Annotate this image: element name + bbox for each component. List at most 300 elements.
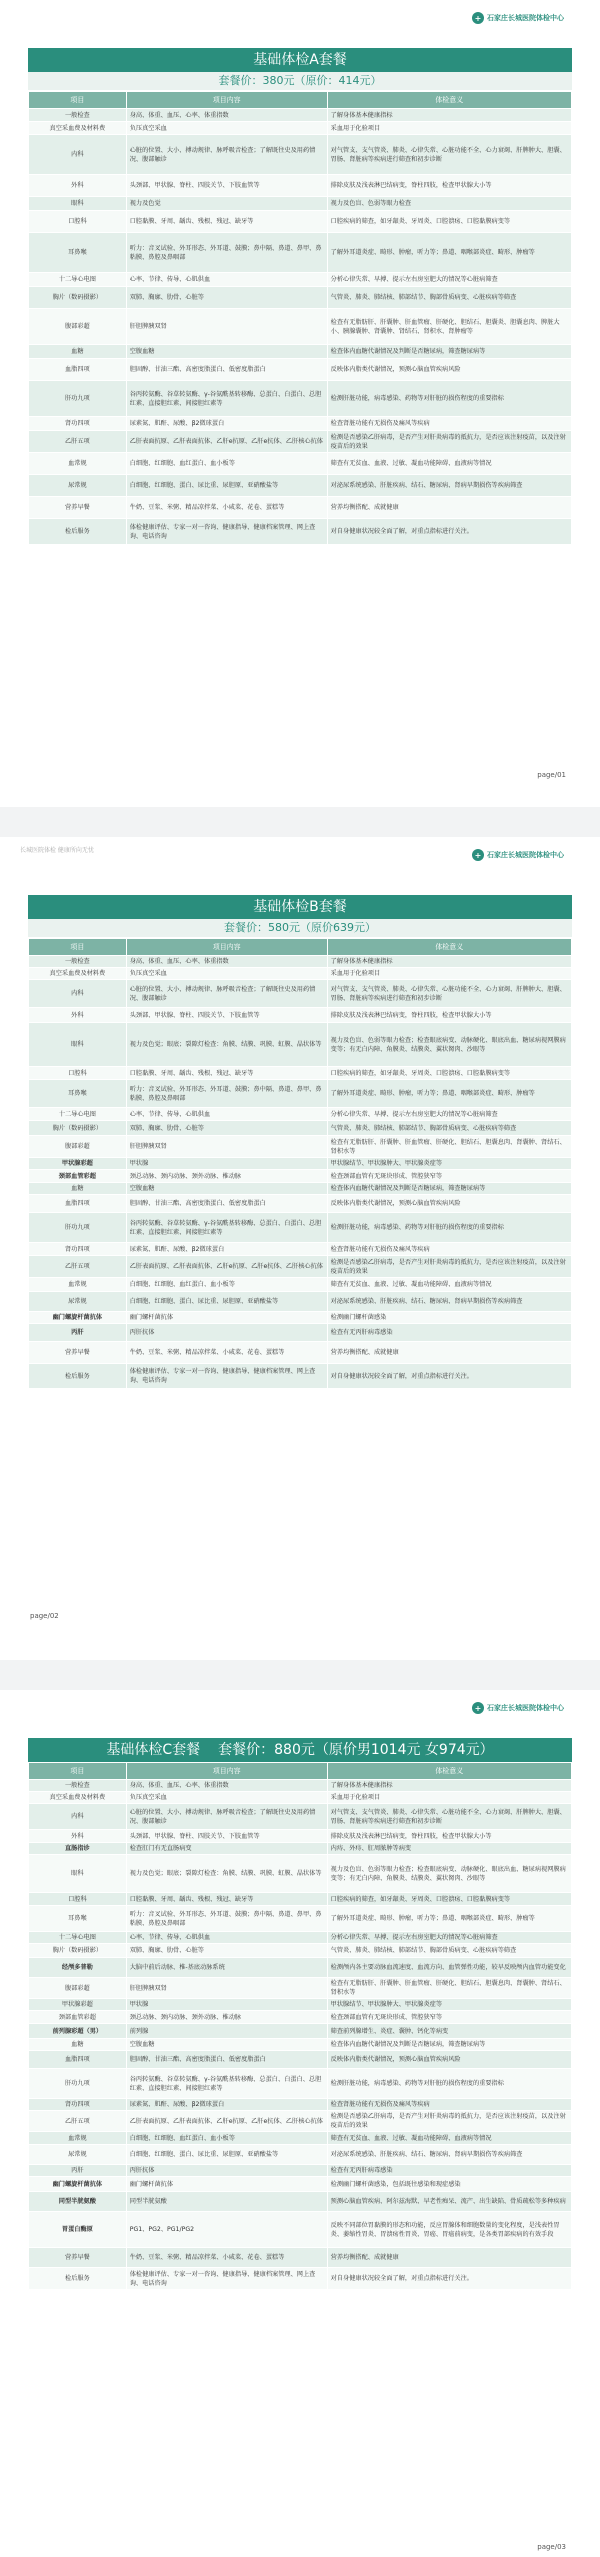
- item-meaning: 检查有无丙肝病毒感染: [327, 2165, 571, 2177]
- item-name: 甲状腺彩超: [29, 1999, 127, 2011]
- table-row: [29, 2248, 572, 2268]
- table-row: [29, 497, 572, 519]
- table-row: [29, 1121, 572, 1136]
- item-name: 外科: [29, 1008, 127, 1023]
- table-header-row: [29, 939, 572, 956]
- item-meaning: 检测幽门螺杆菌感染: [327, 1312, 571, 1324]
- table-row: [29, 1213, 572, 1243]
- item-meaning: 反映体内脂类代谢情况，预测心脑血管疾病风险: [327, 1195, 571, 1213]
- item-meaning: 内痔、外痔、肛周脓肿等病变: [327, 1843, 571, 1855]
- item-name: 眼科: [29, 197, 127, 211]
- package-title-bar: [28, 1738, 572, 1762]
- item-meaning: 对气管支、支气管炎、肺炎、心律失常、心脏功能不全、心力衰竭、肝脾肿大、胆囊、胃肠、肾脏病等疾病进行筛查和初步诊断: [327, 980, 571, 1008]
- page-2: [0, 837, 600, 1660]
- item-name: 肾功四项: [29, 2099, 127, 2111]
- item-name: 真空采血费及材料费: [29, 122, 127, 135]
- item-name: 血脂四项: [29, 359, 127, 381]
- table-row: [29, 1843, 572, 1855]
- column-header: 体检意义: [327, 939, 571, 956]
- item-name: 眼科: [29, 1023, 127, 1067]
- item-name: 营养早餐: [29, 1342, 127, 1364]
- item-content: 胆固醇、甘油三酯、高密度脂蛋白、低密度脂蛋白: [126, 2051, 327, 2069]
- item-meaning: 检查颈部血管有无斑块形成、管腔狭窄等: [327, 1170, 571, 1183]
- item-name: 耳鼻喉: [29, 1906, 127, 1932]
- item-meaning: 检测肝脏功能，病毒感染、药物等对肝脏的损伤程度的重要指标: [327, 1213, 571, 1243]
- table-header-row: [29, 92, 572, 109]
- item-name: 直肠指诊: [29, 1843, 127, 1855]
- table-row: [29, 1023, 572, 1067]
- package-title: 基础体检C套餐: [106, 1742, 201, 1758]
- corner-text: 长城医院体检 健康所向无忧: [20, 847, 94, 854]
- item-name: 外科: [29, 175, 127, 197]
- page-number: page/03: [537, 2543, 566, 2551]
- table-row: [29, 359, 572, 381]
- item-content: 心率、节律、传导、心肌供血: [126, 1108, 327, 1121]
- item-name: 耳鼻喉: [29, 1080, 127, 1108]
- item-meaning: 检测颅内各主要动脉血流速度、血流方向、血管弹性功能，较早反映颅内血管功能变化: [327, 1958, 571, 1978]
- top-spacer: [0, 1690, 600, 1738]
- table-row: [29, 2024, 572, 2039]
- table-row: [29, 1932, 572, 1944]
- table-row: [29, 417, 572, 431]
- item-content: 肝胆脾胰双肾: [126, 309, 327, 345]
- item-name: 十二导心电图: [29, 1108, 127, 1121]
- table-row: [29, 1906, 572, 1932]
- page-number: page/02: [30, 1612, 59, 1620]
- item-content: 幽门螺杆菌抗体: [126, 1312, 327, 1324]
- item-name: 尿常规: [29, 2145, 127, 2165]
- table-row: [29, 2177, 572, 2192]
- item-content: PG1、PG2、PG1/PG2: [126, 2212, 327, 2248]
- item-meaning: 对自身健康状况较全面了解，对重点指标进行关注。: [327, 2268, 571, 2290]
- item-content: 颈总动脉、颈内动脉、颈外动脉、椎动脉: [126, 2011, 327, 2024]
- item-meaning: 筛查前列腺增生、炎症、囊肿、钙化等病变: [327, 2024, 571, 2039]
- column-header: 项目内容: [126, 1763, 327, 1780]
- item-content: 视力及色觉；眼底；裂隙灯检查：角膜、结膜、巩膜、虹膜、晶状体等: [126, 1023, 327, 1067]
- table-row: [29, 1136, 572, 1158]
- item-content: 牛奶、豆浆、米粥、精品凉拌菜、小咸菜、花卷、蛋糕等: [126, 497, 327, 519]
- item-name: 一般检查: [29, 956, 127, 968]
- page-3: [0, 1690, 600, 2557]
- item-meaning: 反映体内脂类代谢情况，预测心脑血管疾病风险: [327, 359, 571, 381]
- logo: [472, 12, 564, 24]
- package-price: 套餐价：380元（原价：414元）: [28, 72, 572, 91]
- table-row: [29, 1855, 572, 1893]
- table-row: [29, 2192, 572, 2212]
- item-content: 丙肝抗体: [126, 1324, 327, 1342]
- item-meaning: 口腔疾病的筛查，如牙龈炎、牙周炎、口腔溃疡、口腔黏膜病变等: [327, 1893, 571, 1906]
- item-content: 同型半胱氨酸: [126, 2192, 327, 2212]
- item-meaning: 分析心律失常、早搏、提示左右房室肥大的情况等心脏病筛查: [327, 1108, 571, 1121]
- table-row: [29, 309, 572, 345]
- item-content: 甲状腺: [126, 1158, 327, 1170]
- table-row: [29, 1324, 572, 1342]
- item-content: 听力：音叉试验、外耳形态、外耳道、鼓膜；鼻中隔、鼻道、鼻甲、鼻粘膜、鼻腔及鼻咽部: [126, 233, 327, 273]
- table-row: [29, 1183, 572, 1195]
- item-meaning: 检测幽门螺杆菌感染，包括既往感染和现症感染: [327, 2177, 571, 2192]
- item-content: 白细胞、红细胞、血红蛋白、血小板等: [126, 453, 327, 475]
- item-meaning: 采血用于化验项目: [327, 968, 571, 980]
- package-title: 基础体检A套餐: [253, 52, 347, 68]
- item-meaning: 检测是否感染乙肝病毒，是否产生对肝炎病毒的抵抗力，是否应该注射疫苗，以及注射疫苗后的效果: [327, 2111, 571, 2132]
- package-price: 套餐价：880元（原价男1014元 女974元）: [218, 1742, 494, 1758]
- item-name: 乙肝五项: [29, 1256, 127, 1278]
- table-row: [29, 2165, 572, 2177]
- item-name: 十二导心电图: [29, 273, 127, 287]
- item-name: 乙肝五项: [29, 2111, 127, 2132]
- logo-name: 石家庄长城医院体检中心: [487, 1704, 564, 1712]
- item-content: 心率、节律、传导、心肌供血: [126, 273, 327, 287]
- table-row: [29, 1780, 572, 1792]
- table-row: [29, 287, 572, 309]
- item-content: 甲状腺: [126, 1999, 327, 2011]
- item-content: 颈总动脉、颈内动脉、颈外动脉、椎动脉: [126, 1170, 327, 1183]
- item-content: 乙肝表面抗原、乙肝表面抗体、乙肝e抗原、乙肝e抗体、乙肝核心抗体: [126, 2111, 327, 2132]
- item-meaning: 了解外耳道炎症、畸形、肿瘤，听力等；鼻道、咽喉部炎症、畸形、肿瘤等: [327, 1906, 571, 1932]
- table-row: [29, 1893, 572, 1906]
- item-content: 双肺、胸廓、肋骨、心脏等: [126, 287, 327, 309]
- package-table: [28, 1762, 572, 2290]
- table-row: [29, 2145, 572, 2165]
- item-content: 谷丙转氨酶、谷草转氨酶、γ-谷氨酰基转移酶、总蛋白、白蛋白、总胆红素、直接胆红素、间接胆红素等: [126, 381, 327, 417]
- item-name: 肾功四项: [29, 1243, 127, 1256]
- table-row: [29, 2069, 572, 2099]
- item-meaning: 检查体内血糖代谢情况及判断是否糖尿病，筛查糖尿病等: [327, 1183, 571, 1195]
- item-meaning: 对气管支、支气管炎、肺炎、心律失常、心脏功能不全、心力衰竭、肝脾肿大、胆囊、胃肠、肾脏病等疾病进行筛查和初步诊断: [327, 135, 571, 175]
- item-content: 尿素氮、肌酐、尿酸、β2微球蛋白: [126, 1243, 327, 1256]
- item-meaning: 了解外耳道炎症、畸形、肿瘤，听力等；鼻道、咽喉部炎症、畸形、肿瘤等: [327, 233, 571, 273]
- table-row: [29, 2051, 572, 2069]
- table-row: [29, 122, 572, 135]
- item-name: 丙肝: [29, 1324, 127, 1342]
- package-title-bar: [28, 48, 572, 72]
- hospital-cross-icon: +: [472, 849, 484, 861]
- item-name: 同型半胱氨酸: [29, 2192, 127, 2212]
- table-row: [29, 1243, 572, 1256]
- page-gap: [0, 807, 600, 837]
- item-name: 血脂四项: [29, 1195, 127, 1213]
- item-content: 头颈部、甲状腺、脊柱、四肢关节、下肢血管等: [126, 1830, 327, 1843]
- item-meaning: 检查肾脏功能有无损伤及痛风等疾病: [327, 417, 571, 431]
- item-content: 空腹血糖: [126, 345, 327, 359]
- table-row: [29, 1978, 572, 1999]
- table-row: [29, 175, 572, 197]
- item-name: 口腔科: [29, 1067, 127, 1080]
- item-name: 检后服务: [29, 1364, 127, 1389]
- item-content: 肝胆脾胰双肾: [126, 1978, 327, 1999]
- item-content: 空腹血糖: [126, 2039, 327, 2051]
- item-name: 营养早餐: [29, 497, 127, 519]
- item-meaning: 反映不同部位胃黏膜的形态和功能，反应胃腺体和细胞数量的变化程度，是浅表性胃炎、萎缩性胃炎、胃溃疡性胃炎、胃癌、胃癌前病变，是各类胃部疾病的有效手段: [327, 2212, 571, 2248]
- table-row: [29, 1080, 572, 1108]
- table-row: [29, 381, 572, 417]
- item-content: 白细胞、红细胞、血红蛋白、血小板等: [126, 1278, 327, 1292]
- item-meaning: 了解外耳道炎症、畸形、肿瘤，听力等；鼻道、咽喉部炎症、畸形、肿瘤等: [327, 1080, 571, 1108]
- item-name: 胃蛋白酶原: [29, 2212, 127, 2248]
- item-content: 听力：音叉试验、外耳形态、外耳道、鼓膜；鼻中隔、鼻道、鼻甲、鼻粘膜、鼻腔及鼻咽部: [126, 1906, 327, 1932]
- item-name: 血常规: [29, 453, 127, 475]
- package-title-bar: [28, 895, 572, 919]
- table-row: [29, 2011, 572, 2024]
- item-content: 头颈部、甲状腺、脊柱、四肢关节、下肢血管等: [126, 175, 327, 197]
- item-name: 肝功九项: [29, 1213, 127, 1243]
- item-meaning: 检查肾脏功能有无损伤及痛风等疾病: [327, 1243, 571, 1256]
- item-content: 负压真空采血: [126, 968, 327, 980]
- table-row: [29, 453, 572, 475]
- item-name: 血糖: [29, 1183, 127, 1195]
- table-row: [29, 1364, 572, 1389]
- item-name: 胸片（数码摄影）: [29, 1944, 127, 1958]
- table-row: [29, 109, 572, 122]
- item-content: 双肺、胸廓、肋骨、心脏等: [126, 1944, 327, 1958]
- item-meaning: 排除皮肤及浅表淋巴结病变，脊柱四肢，检查甲状腺大小等: [327, 175, 571, 197]
- item-name: 胸片（数码摄影）: [29, 1121, 127, 1136]
- item-content: 头颈部、甲状腺、脊柱、四肢关节、下肢血管等: [126, 1008, 327, 1023]
- table-row: [29, 273, 572, 287]
- item-meaning: 检测肝脏功能，病毒感染、药物等对肝脏的损伤程度的重要指标: [327, 381, 571, 417]
- table-row: [29, 475, 572, 497]
- item-name: 检后服务: [29, 519, 127, 545]
- item-name: 内科: [29, 135, 127, 175]
- item-name: 肝功九项: [29, 381, 127, 417]
- item-name: 内科: [29, 1804, 127, 1830]
- item-content: 白细胞、红细胞、蛋白、尿比重、尿胆原、亚硝酸盐等: [126, 475, 327, 497]
- item-content: 心脏的位置、大小、搏动规律、脉呼吸音检查；了解既往史及用药情况、腹部触诊: [126, 1804, 327, 1830]
- table-row: [29, 1944, 572, 1958]
- item-meaning: 排除皮肤及浅表淋巴结病变，脊柱四肢，检查甲状腺大小等: [327, 1008, 571, 1023]
- table-row: [29, 345, 572, 359]
- item-meaning: 筛查有无贫血、血液、过敏、凝血功能障碍、血液病等情况: [327, 453, 571, 475]
- item-content: 牛奶、豆浆、米粥、精品凉拌菜、小咸菜、花卷、蛋糕等: [126, 2248, 327, 2268]
- item-name: 眼科: [29, 1855, 127, 1893]
- table-row: [29, 135, 572, 175]
- item-name: 十二导心电图: [29, 1932, 127, 1944]
- item-meaning: 分析心律失常、早搏、提示左右房室肥大的情况等心脏病筛查: [327, 1932, 571, 1944]
- item-meaning: 口腔疾病的筛查，如牙龈炎、牙周炎、口腔溃疡、口腔黏膜病变等: [327, 1067, 571, 1080]
- item-content: 牛奶、豆浆、米粥、精品凉拌菜、小咸菜、花卷、蛋糕等: [126, 1342, 327, 1364]
- item-content: 幽门螺杆菌抗体: [126, 2177, 327, 2192]
- table-row: [29, 1312, 572, 1324]
- item-name: 真空采血费及材料费: [29, 1792, 127, 1804]
- item-meaning: 筛查有无贫血、血液、过敏、凝血功能障碍、血液病等情况: [327, 1278, 571, 1292]
- item-content: 尿素氮、肌酐、尿酸、β2微球蛋白: [126, 417, 327, 431]
- page-gap: [0, 1660, 600, 1690]
- item-content: 白细胞、红细胞、血红蛋白、血小板等: [126, 2132, 327, 2145]
- item-name: 丙肝: [29, 2165, 127, 2177]
- column-header: 体检意义: [327, 1763, 571, 1780]
- table-row: [29, 1958, 572, 1978]
- logo: [472, 849, 564, 861]
- item-content: 乙肝表面抗原、乙肝表面抗体、乙肝e抗原、乙肝e抗体、乙肝核心抗体: [126, 431, 327, 453]
- item-content: 视力及色觉；眼底；裂隙灯检查：角膜、结膜、巩膜、虹膜、晶状体等: [126, 1855, 327, 1893]
- item-name: 真空采血费及材料费: [29, 968, 127, 980]
- item-name: 一般检查: [29, 1780, 127, 1792]
- item-name: 乙肝五项: [29, 431, 127, 453]
- item-meaning: 了解身体基本健康指标: [327, 1780, 571, 1792]
- item-content: 前列腺: [126, 2024, 327, 2039]
- item-meaning: 反映体内脂类代谢情况，预测心脑血管疾病风险: [327, 2051, 571, 2069]
- item-meaning: 甲状腺结节、甲状腺肿大、甲状腺炎症等: [327, 1999, 571, 2011]
- item-name: 幽门螺旋杆菌抗体: [29, 1312, 127, 1324]
- item-content: 胆固醇、甘油三酯、高密度脂蛋白、低密度脂蛋白: [126, 359, 327, 381]
- item-content: 身高、体重、血压、心率、体重指数: [126, 956, 327, 968]
- table-row: [29, 1999, 572, 2011]
- table-row: [29, 1256, 572, 1278]
- item-meaning: 气管炎、肺炎、肺结核、肺部结节、胸部骨质病变、心脏疾病等筛查: [327, 1944, 571, 1958]
- table-row: [29, 1158, 572, 1170]
- item-meaning: 对泌尿系统感染、肝脏疾病、结石、糖尿病、肾病早期损伤等疾病筛查: [327, 1292, 571, 1312]
- table-row: [29, 431, 572, 453]
- item-meaning: 口腔疾病的筛查，如牙龈炎、牙周炎、口腔溃疡、口腔黏膜病变等: [327, 211, 571, 233]
- item-meaning: 采血用于化验项目: [327, 1792, 571, 1804]
- table-row: [29, 2268, 572, 2290]
- item-name: 口腔科: [29, 1893, 127, 1906]
- item-meaning: 检测是否感染乙肝病毒，是否产生对肝炎病毒的抵抗力，是否应该注射疫苗，以及注射疫苗后的效果: [327, 1256, 571, 1278]
- item-content: 白细胞、红细胞、蛋白、尿比重、尿胆原、亚硝酸盐等: [126, 1292, 327, 1312]
- item-content: 丙肝抗体: [126, 2165, 327, 2177]
- column-header: 项目内容: [126, 939, 327, 956]
- package-table: [28, 938, 572, 1389]
- item-meaning: 分析心律失常、早搏、提示左右房室肥大的情况等心脏病筛查: [327, 273, 571, 287]
- item-meaning: 检测肝脏功能，病毒感染、药物等对肝脏的损伤程度的重要指标: [327, 2069, 571, 2099]
- item-name: 幽门螺旋杆菌抗体: [29, 2177, 127, 2192]
- item-meaning: 了解身体基本健康指标: [327, 109, 571, 122]
- table-row: [29, 2132, 572, 2145]
- item-meaning: 对自身健康状况较全面了解，对重点指标进行关注。: [327, 519, 571, 545]
- item-content: 体检健康评估、专家一对一咨询、健康指导、健康档案管理、网上查询、电话咨询: [126, 1364, 327, 1389]
- item-name: 腹部彩超: [29, 309, 127, 345]
- page-number: page/01: [537, 771, 566, 779]
- item-content: 心脏的位置、大小、搏动规律、脉呼吸音检查；了解既往史及用药情况、腹部触诊: [126, 135, 327, 175]
- item-meaning: 营养均衡搭配、成就健康: [327, 497, 571, 519]
- item-content: 空腹血糖: [126, 1183, 327, 1195]
- item-name: 耳鼻喉: [29, 233, 127, 273]
- item-content: 口腔黏膜、牙周、龋齿、残根、残冠、缺牙等: [126, 1893, 327, 1906]
- item-meaning: 检查肾脏功能有无损伤及痛风等疾病: [327, 2099, 571, 2111]
- column-header: 项目: [29, 939, 127, 956]
- item-name: 血糖: [29, 345, 127, 359]
- column-header: 项目: [29, 92, 127, 109]
- table-row: [29, 1792, 572, 1804]
- column-header: 项目: [29, 1763, 127, 1780]
- item-name: 检后服务: [29, 2268, 127, 2290]
- item-content: 乙肝表面抗原、乙肝表面抗体、乙肝e抗原、乙肝e抗体、乙肝核心抗体: [126, 1256, 327, 1278]
- item-content: 听力：音叉试验、外耳形态、外耳道、鼓膜；鼻中隔、鼻道、鼻甲、鼻粘膜、鼻腔及鼻咽部: [126, 1080, 327, 1108]
- item-meaning: 营养均衡搭配、成就健康: [327, 1342, 571, 1364]
- item-content: 体检健康评估、专家一对一咨询、健康指导、健康档案管理、网上查询、电话咨询: [126, 519, 327, 545]
- item-name: 腹部彩超: [29, 1978, 127, 1999]
- item-name: 颈部血管彩超: [29, 1170, 127, 1183]
- table-row: [29, 2111, 572, 2132]
- item-meaning: 排除皮肤及浅表淋巴结病变，脊柱四肢，检查甲状腺大小等: [327, 1830, 571, 1843]
- package-title: 基础体检B套餐: [253, 899, 347, 915]
- table-row: [29, 2039, 572, 2051]
- item-content: 负压真空采血: [126, 122, 327, 135]
- table-row: [29, 980, 572, 1008]
- item-name: 口腔科: [29, 211, 127, 233]
- table-row: [29, 1195, 572, 1213]
- item-name: 颈部血管彩超: [29, 2011, 127, 2024]
- item-content: 白细胞、红细胞、蛋白、尿比重、尿胆原、亚硝酸盐等: [126, 2145, 327, 2165]
- top-spacer: [0, 0, 600, 48]
- item-meaning: 检查有无丙肝病毒感染: [327, 1324, 571, 1342]
- logo-name: 石家庄长城医院体检中心: [487, 14, 564, 22]
- item-name: 腹部彩超: [29, 1136, 127, 1158]
- table-header-row: [29, 1763, 572, 1780]
- hospital-cross-icon: +: [472, 1702, 484, 1714]
- item-meaning: 甲状腺结节、甲状腺肿大、甲状腺炎症等: [327, 1158, 571, 1170]
- item-meaning: 对泌尿系统感染、肝脏疾病、结石、糖尿病、肾病早期损伤等疾病筛查: [327, 475, 571, 497]
- item-name: 营养早餐: [29, 2248, 127, 2268]
- table-row: [29, 233, 572, 273]
- item-meaning: 筛查有无贫血、血液、过敏、凝血功能障碍、血液病等情况: [327, 2132, 571, 2145]
- item-name: 肝功九项: [29, 2069, 127, 2099]
- item-content: 体检健康评估、专家一对一咨询、健康指导、健康档案管理、网上查询、电话咨询: [126, 2268, 327, 2290]
- table-row: [29, 1342, 572, 1364]
- item-content: 谷丙转氨酶、谷草转氨酶、γ-谷氨酰基转移酶、总蛋白、白蛋白、总胆红素、直接胆红素、间接胆红素等: [126, 1213, 327, 1243]
- item-meaning: 对气管支、支气管炎、肺炎、心律失常、心脏功能不全、心力衰竭、肝脾肿大、胆囊、胃肠、肾脏病等疾病进行筛查和初步诊断: [327, 1804, 571, 1830]
- package-table: [28, 91, 572, 545]
- table-row: [29, 1292, 572, 1312]
- item-meaning: 视力及色盲、色弱等眼力检查；检查眼底病变、动脉硬化、眼底出血、糖尿病视网膜病变等；有无白内障、角膜炎、结膜炎、翼状胬肉、沙眼等: [327, 1023, 571, 1067]
- item-name: 血脂四项: [29, 2051, 127, 2069]
- item-content: 心率、节律、传导、心肌供血: [126, 1932, 327, 1944]
- item-content: 心脏的位置、大小、搏动规律、脉呼吸音检查；了解既往史及用药情况、腹部触诊: [126, 980, 327, 1008]
- table-row: [29, 956, 572, 968]
- table-row: [29, 211, 572, 233]
- item-meaning: 检查有无脂肪肝、肝囊肿、肝血管瘤、肝硬化、胆结石、胆囊息肉、肾囊肿、肾结石、肾积水等: [327, 1978, 571, 1999]
- item-meaning: 检测是否感染乙肝病毒，是否产生对肝炎病毒的抵抗力，是否应该注射疫苗，以及注射疫苗后的效果: [327, 431, 571, 453]
- item-meaning: 预测心脑血管疾病、阿尔兹海默、早老性痴呆、流产、出生缺陷、骨质疏松等多种疾病: [327, 2192, 571, 2212]
- table-row: [29, 1830, 572, 1843]
- item-content: 身高、体重、血压、心率、体重指数: [126, 1780, 327, 1792]
- column-header: 项目内容: [126, 92, 327, 109]
- item-content: 口腔黏膜、牙周、龋齿、残根、残冠、缺牙等: [126, 211, 327, 233]
- item-content: 身高、体重、血压、心率、体重指数: [126, 109, 327, 122]
- item-meaning: 气管炎、肺炎、肺结核、肺部结节、胸部骨质病变、心脏疾病等筛查: [327, 1121, 571, 1136]
- item-name: 肾功四项: [29, 417, 127, 431]
- item-name: 外科: [29, 1830, 127, 1843]
- item-content: 视力及色觉: [126, 197, 327, 211]
- item-meaning: 气管炎、肺炎、肺结核、肺部结节、胸部骨质病变、心脏疾病等筛查: [327, 287, 571, 309]
- item-meaning: 对自身健康状况较全面了解，对重点指标进行关注。: [327, 1364, 571, 1389]
- package-price: 套餐价：580元（原价639元）: [28, 919, 572, 938]
- table-row: [29, 197, 572, 211]
- item-name: 尿常规: [29, 475, 127, 497]
- item-name: 经颅多普勒: [29, 1958, 127, 1978]
- item-name: 血常规: [29, 2132, 127, 2145]
- item-content: 谷丙转氨酶、谷草转氨酶、γ-谷氨酰基转移酶、总蛋白、白蛋白、总胆红素、直接胆红素、间接胆红素等: [126, 2069, 327, 2099]
- item-name: 一般检查: [29, 109, 127, 122]
- item-meaning: 检查有无脂肪肝、肝囊肿、肝血管瘤、肝硬化、胆结石、胆囊息肉、肾囊肿、肾结石、肾积水等: [327, 1136, 571, 1158]
- item-name: 尿常规: [29, 1292, 127, 1312]
- logo-name: 石家庄长城医院体检中心: [487, 851, 564, 859]
- item-name: 胸片（数码摄影）: [29, 287, 127, 309]
- table-row: [29, 1804, 572, 1830]
- page-1: [0, 0, 600, 807]
- item-meaning: 了解身体基本健康指标: [327, 956, 571, 968]
- table-row: [29, 2212, 572, 2248]
- item-meaning: 采血用于化验项目: [327, 122, 571, 135]
- table-row: [29, 1067, 572, 1080]
- column-header: 体检意义: [327, 92, 571, 109]
- item-name: 血糖: [29, 2039, 127, 2051]
- table-row: [29, 2099, 572, 2111]
- item-content: 肝胆脾胰双肾: [126, 1136, 327, 1158]
- table-row: [29, 968, 572, 980]
- item-content: 负压真空采血: [126, 1792, 327, 1804]
- item-name: 血常规: [29, 1278, 127, 1292]
